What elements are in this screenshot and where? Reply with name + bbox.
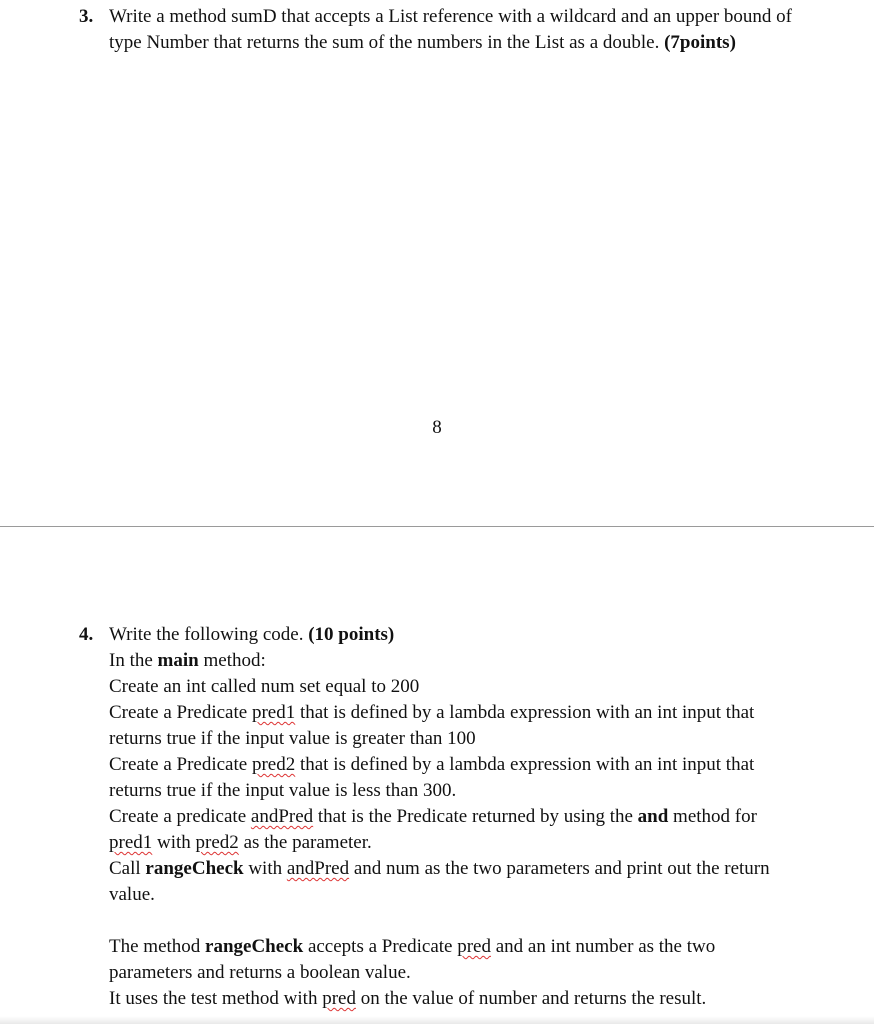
question-3-points: (7points) (664, 32, 736, 53)
range2-pre: It uses the test method with (109, 988, 318, 1009)
question-4 (79, 622, 770, 1012)
main-method-line (109, 648, 770, 674)
step-5-line1 (109, 856, 770, 882)
step-2-post: that is defined by a lambda expression with an int input that (299, 702, 755, 723)
rangecheck-desc-line2: parameters and returns a boolean value. (109, 962, 411, 983)
pred-word-2: pred (322, 988, 356, 1009)
step-5-mid: with (248, 858, 283, 879)
step-4-l2-mid: with (157, 832, 191, 853)
rangecheck-keyword-2: rangeCheck (205, 936, 304, 957)
question-4-heading-text: Write the following code. (109, 624, 304, 645)
step-3-line1 (109, 752, 770, 778)
andpred-word-2: andPred (286, 858, 350, 879)
range2-post: on the value of number and returns the result. (360, 988, 707, 1009)
range1-mid: accepts a Predicate (307, 936, 453, 957)
question-4-number: 4. (79, 624, 94, 645)
main-keyword: main (157, 650, 199, 671)
step-5-line2: value. (109, 884, 155, 905)
step-4-line2 (109, 830, 770, 856)
step-2-line2: returns true if the input value is greater than 100 (109, 728, 476, 749)
question-3 (79, 4, 792, 56)
main-line-post: method: (203, 650, 266, 671)
pred1-word-2: pred1 (109, 832, 153, 853)
main-line-pre: In the (109, 650, 153, 671)
question-3-text-line2-body: type Number that returns the sum of the numbers in the List as a double. (109, 32, 660, 53)
step-4-pre: Create a predicate (109, 806, 247, 827)
step-4-line1 (109, 804, 770, 830)
step-3-pre: Create a Predicate (109, 754, 248, 775)
bottom-edge-shadow (0, 1016, 874, 1024)
andpred-word: andPred (250, 806, 314, 827)
paragraph-gap (109, 908, 770, 934)
range1-pre: The method (109, 936, 201, 957)
step-3-line2: returns true if the input value is less than 300. (109, 780, 457, 801)
rangecheck-desc-line1 (109, 934, 770, 960)
range1-post: and an int number as the two (495, 936, 716, 957)
step-2-pre: Create a Predicate (109, 702, 248, 723)
rangecheck-keyword: rangeCheck (145, 858, 244, 879)
step-4-l2-post: as the parameter. (243, 832, 372, 853)
page-number: 8 (432, 417, 442, 438)
step-5-post: and num as the two parameters and print out the return (353, 858, 770, 879)
and-keyword: and (637, 806, 669, 827)
step-4-mid: that is the Predicate returned by using the (317, 806, 633, 827)
question-4-heading (109, 622, 770, 648)
rangecheck-desc-line3 (109, 986, 770, 1012)
question-4-points: (10 points) (308, 624, 395, 645)
question-3-number: 3. (79, 6, 94, 27)
page-break-divider (0, 526, 874, 527)
question-3-text-line2 (109, 30, 792, 56)
pred2-word: pred2 (251, 754, 296, 775)
step-2-line1 (109, 700, 770, 726)
step-5-pre: Call (109, 858, 141, 879)
step-1: Create an int called num set equal to 200 (109, 676, 420, 697)
pred1-word: pred1 (251, 702, 296, 723)
question-3-text-line1: Write a method sumD that accepts a List reference with a wildcard and an upper bound of (109, 6, 792, 27)
pred-word: pred (457, 936, 491, 957)
step-3-post: that is defined by a lambda expression with an int input that (299, 754, 755, 775)
step-4-post: method for (673, 806, 757, 827)
pred2-word-2: pred2 (195, 832, 239, 853)
